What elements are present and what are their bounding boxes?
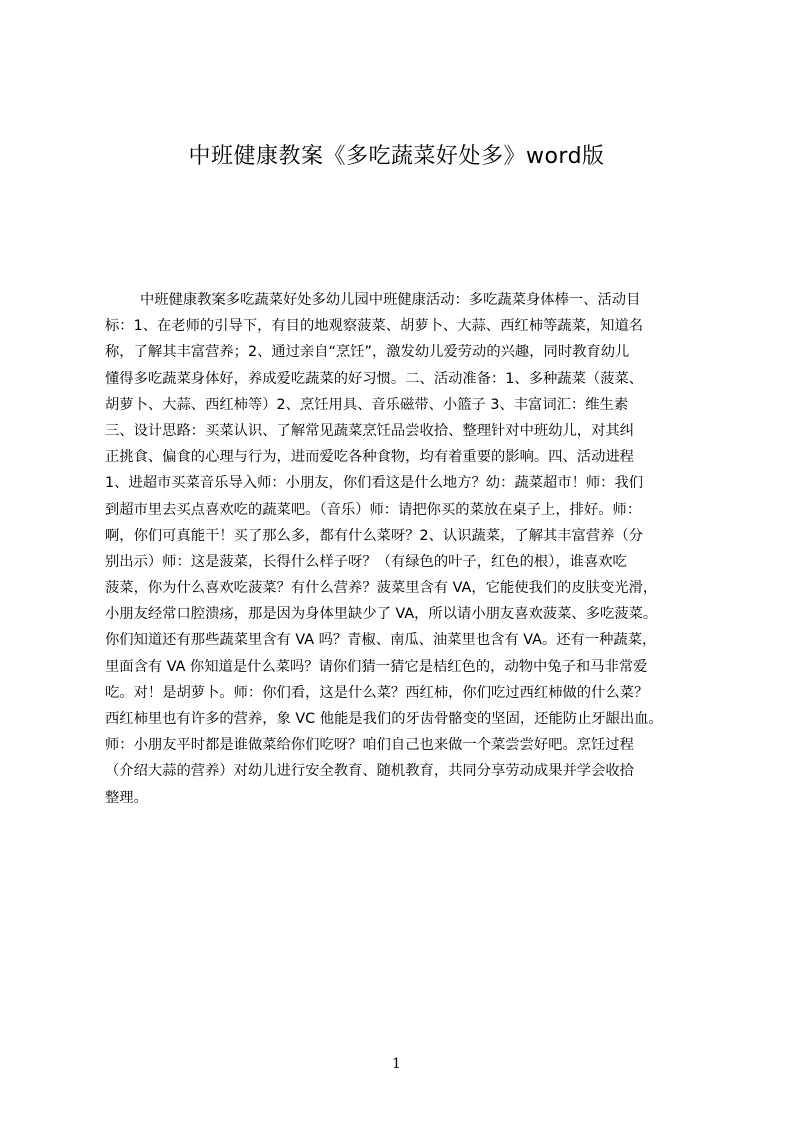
body-line: 小朋友经常口腔溃疡，那是因为身体里缺少了 VA，所以请小朋友喜欢菠菜、多吃菠菜。 (105, 606, 658, 623)
body-line: 你们知道还有那些蔬菜里含有 VA 吗？青椒、南瓜、油菜里也含有 VA。还有一种蔬菜， (105, 632, 657, 649)
body-line: 胡萝卜、大蒜、西红柿等）2、烹饪用具、音乐磁带、小篮子 3、丰富词汇：维生素 (105, 396, 629, 413)
body-line: 称，了解其丰富营养；2、通过亲自“烹饪”，激发幼儿爱劳动的兴趣，同时教育幼儿 (105, 344, 630, 361)
page-number: 1 (392, 1056, 401, 1072)
body-line: 整理。 (105, 789, 148, 806)
body-text (105, 287, 698, 827)
page-title: 中班健康教案《多吃蔬菜好处多》word版 (188, 144, 605, 169)
body-line: 三、设计思路：买菜认识、了解常见蔬菜烹饪品尝收拾、整理针对中班幼儿，对其纠 (105, 422, 634, 439)
body-line: 师：小朋友平时都是谁做菜给你们吃呀？咱们自己也来做一个菜尝尝好吧。烹饪过程 (105, 737, 634, 754)
body-line: 标：1、在老师的引导下，有目的地观察菠菜、胡萝卜、大蒜、西红柿等蔬菜，知道名 (105, 318, 644, 335)
body-line: 到超市里去买点喜欢吃的蔬菜吧。（音乐）师：请把你买的菜放在桌子上，排好。师： (105, 501, 642, 518)
body-line: 中班健康教案多吃蔬菜好处多幼儿园中班健康活动：多吃蔬菜身体棒一、活动目 (140, 292, 641, 308)
body-line: 西红柿里也有许多的营养，象 VC 他能是我们的牙齿骨骼变的坚固，还能防止牙龈出血。 (105, 711, 663, 727)
body-line: 菠菜，你为什么喜欢吃菠菜？有什么营养？菠菜里含有 VA，它能使我们的皮肤变光滑， (105, 580, 658, 597)
body-line: 吃。对！是胡萝卜。师：你们看，这是什么菜？西红柿，你们吃过西红柿做的什么菜？ (105, 684, 649, 701)
body-line: 啊，你们可真能干！买了那么多，都有什么菜呀？2、认识蔬菜，了解其丰富营养（分 (105, 527, 644, 544)
body-line: 别出示）师：这是菠菜，长得什么样子呀？（有绿色的叶子，红色的根），谁喜欢吃 (105, 553, 627, 570)
body-line: 正挑食、偏食的心理与行为，进而爱吃各种食物，均有着重要的影响。四、活动进程 (105, 449, 634, 466)
body-line: 1、进超市买菜音乐导入师：小朋友，你们看这是什么地方？幼：蔬菜超市！师：我们 (105, 475, 644, 492)
body-line: 懂得多吃蔬菜身体好，养成爱吃蔬菜的好习惯。二、活动准备：1、多种蔬菜（菠菜、 (105, 370, 644, 387)
body-line: （介绍大蒜的营养）对幼儿进行安全教育、随机教育，共同分享劳动成果并学会收拾 (105, 763, 634, 780)
body-line: 里面含有 VA 你知道是什么菜吗？请你们猜一猜它是桔红色的，动物中兔子和马非常爱 (105, 658, 648, 675)
